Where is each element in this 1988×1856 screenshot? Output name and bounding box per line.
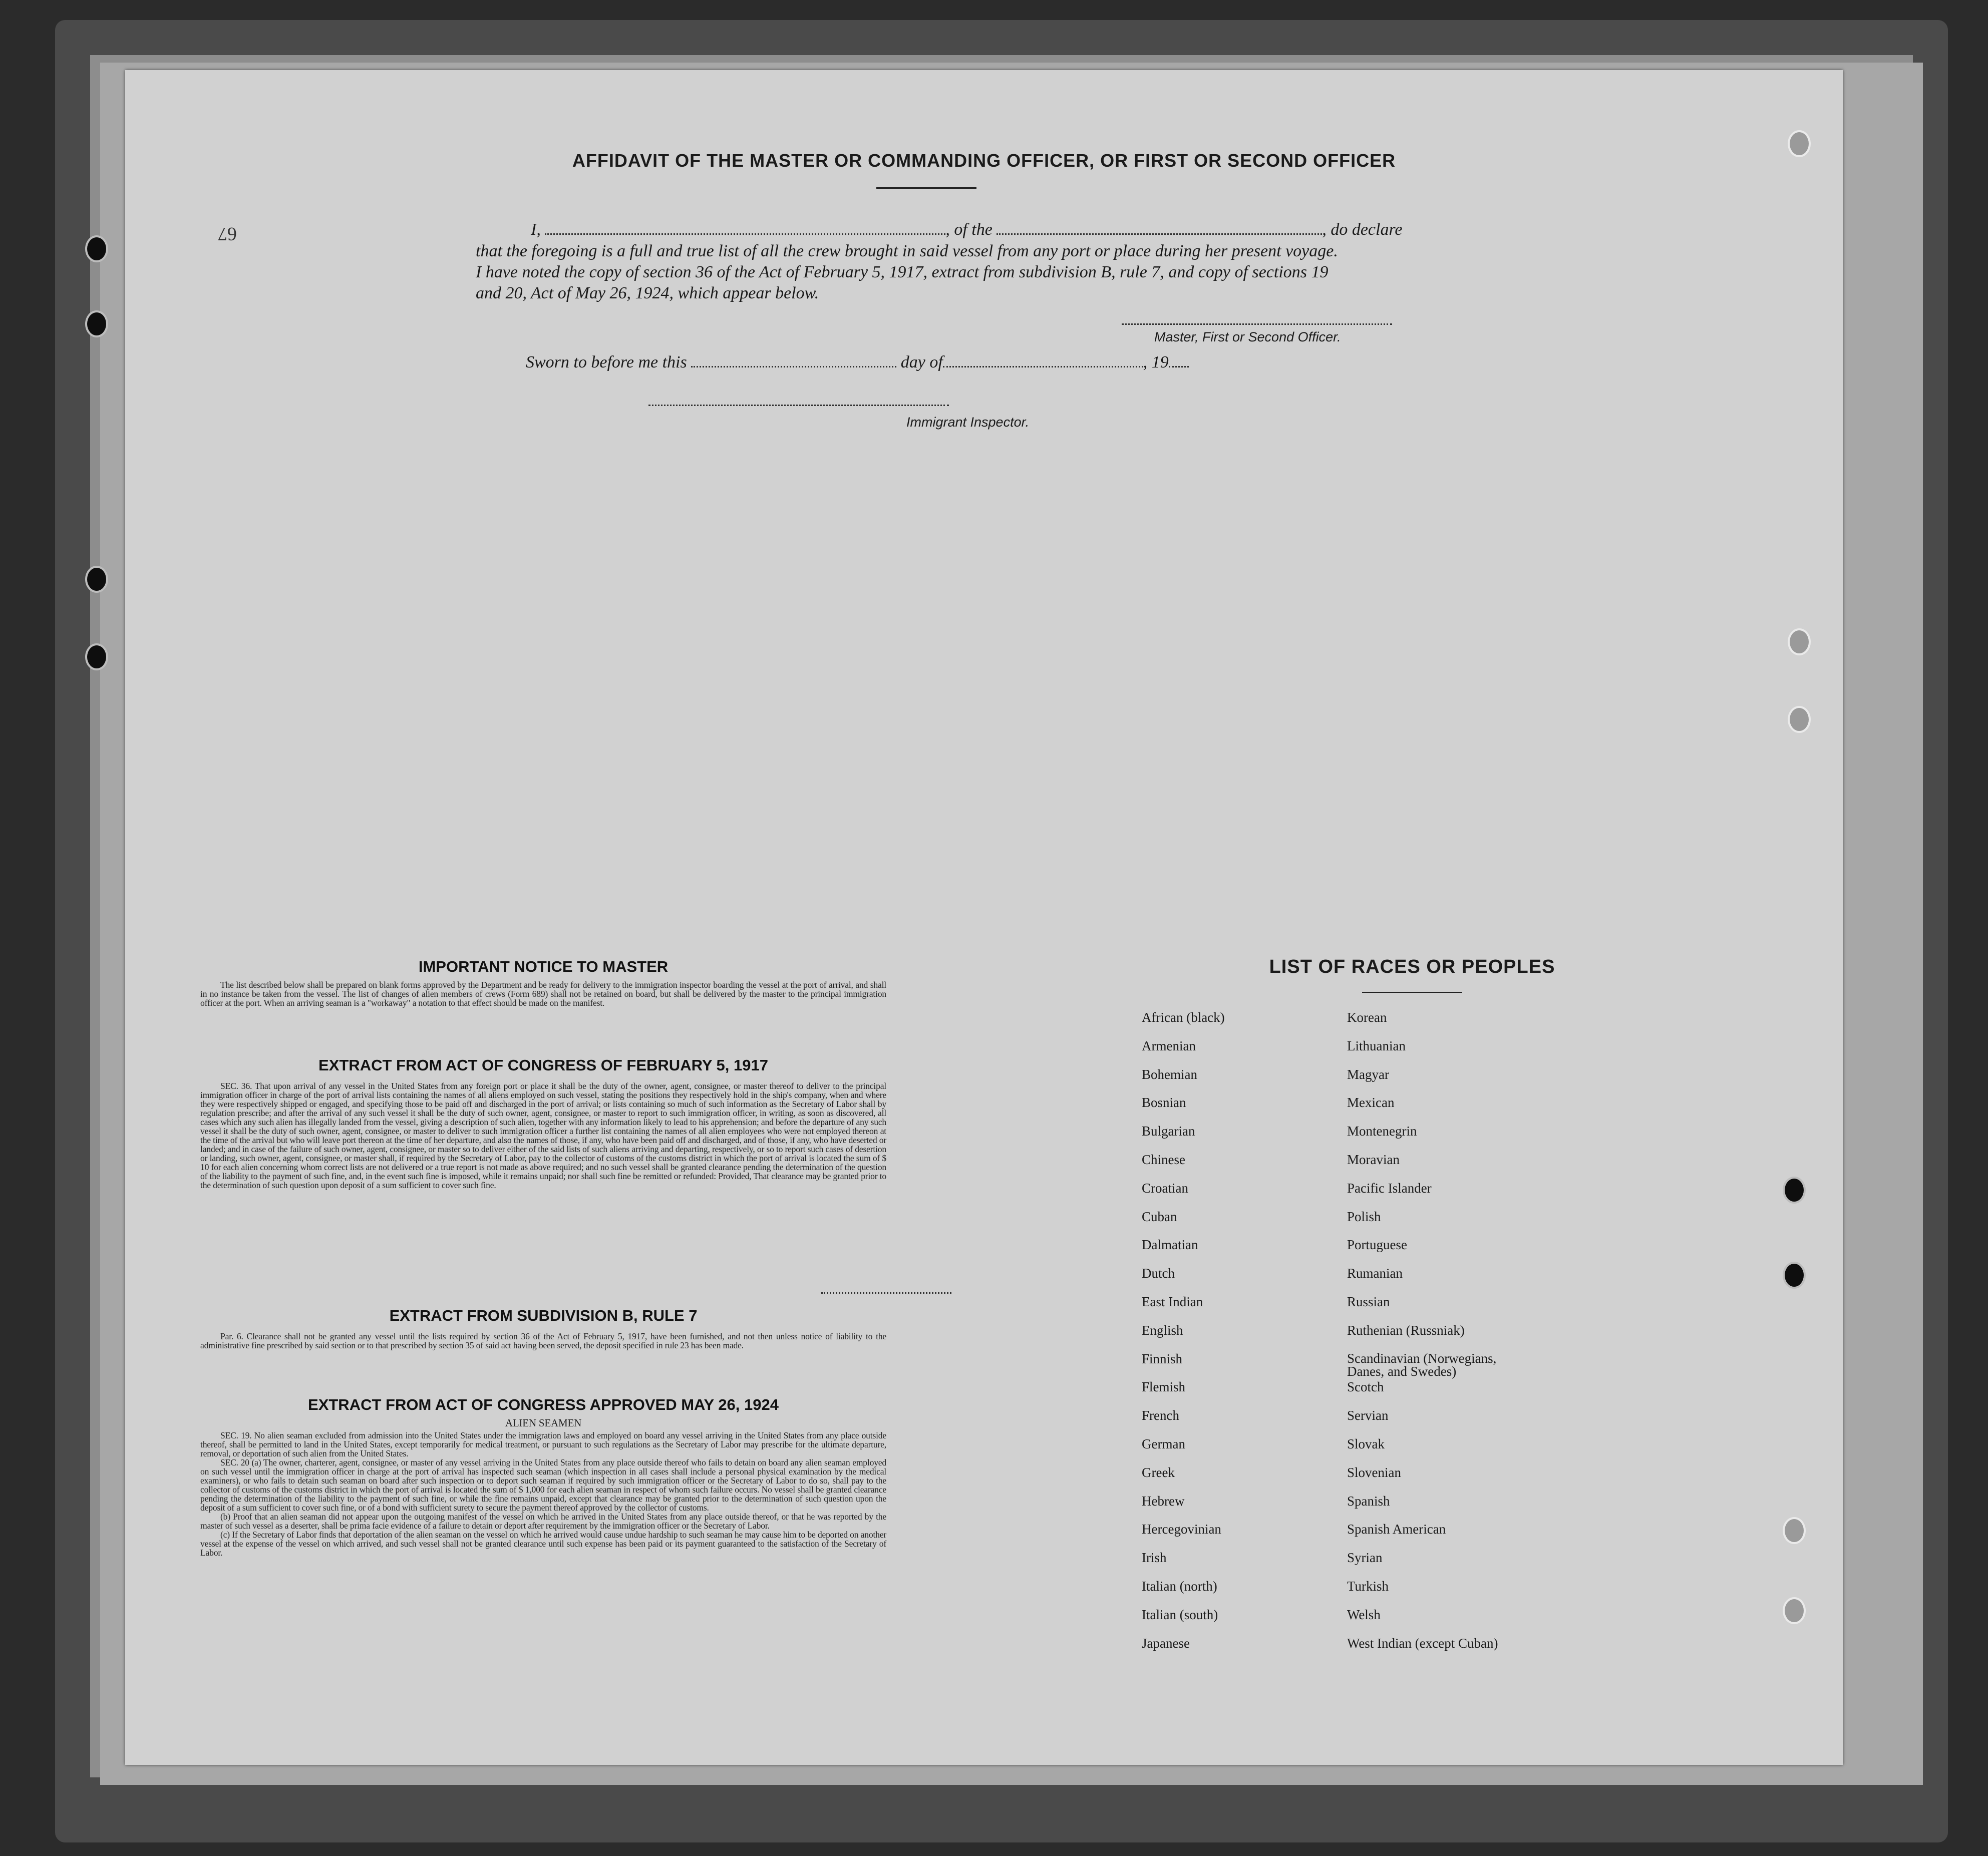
binder-hole [85, 643, 108, 670]
alien-seamen-subtitle: ALIEN SEAMEN [505, 1417, 582, 1429]
race-item: Spanish [1347, 1493, 1390, 1509]
race-item: West Indian (except Cuban) [1347, 1635, 1498, 1651]
race-item: Mexican [1347, 1095, 1395, 1110]
race-item: German [1142, 1436, 1185, 1451]
race-item: Spanish American [1347, 1522, 1446, 1537]
inspector-signature-field[interactable] [648, 404, 949, 406]
sworn-month-field[interactable] [943, 365, 1143, 367]
inspector-caption: Immigrant Inspector. [906, 415, 1030, 430]
divider-dots [821, 1292, 951, 1294]
binder-hole [1783, 1597, 1806, 1624]
binder-hole [1788, 706, 1811, 733]
binder-hole [85, 235, 108, 262]
race-item: Portuguese [1347, 1237, 1407, 1253]
section-20b-text: (b) Proof that an alien seaman did not appear upon the outgoing manifest of the vessel on which he arrived in the United States from any place outside thereof, or that he was reported by the master of such vessel as a deserter, shall be prima facie evidence of a failure to detain or deport after requirement by the immigration officer or the Secretary of Labor. [200, 1512, 886, 1531]
race-item: Chinese [1142, 1152, 1185, 1167]
binder-hole [1783, 1177, 1806, 1204]
act-1917-body [200, 1081, 886, 1190]
race-item: Dalmatian [1142, 1237, 1198, 1253]
race-item: Moravian [1347, 1152, 1400, 1167]
margin-note: 67 [218, 223, 237, 244]
form-page [125, 70, 1843, 1765]
race-item: French [1142, 1408, 1179, 1423]
race-item: Hebrew [1142, 1493, 1185, 1509]
races-right-column [1347, 1010, 1498, 1664]
races-left-column [1142, 1010, 1225, 1664]
binder-hole [85, 310, 108, 337]
race-item: Armenian [1142, 1038, 1196, 1053]
race-item: Dutch [1142, 1266, 1175, 1281]
race-item: Slovenian [1347, 1464, 1401, 1480]
section-19-text: SEC. 19. No alien seaman excluded from admission into the United States under the immigration laws and employed on board any vessel arriving in the United States from any place outside thereof, shall be permitted to land in the United States, except temporarily for medical treatment, or pursuant to such regulations as the Secretary of Labor may prescribe for the ultimate departure, removal, or deportation of such alien from the United States. [200, 1430, 886, 1458]
race-item: Croatian [1142, 1180, 1188, 1196]
race-item: Montenegrin [1347, 1124, 1417, 1139]
race-item: Scandinavian (Norwegians, Danes, and Swedes) [1347, 1350, 1497, 1379]
race-item: Irish [1142, 1550, 1167, 1566]
race-item: Russian [1347, 1294, 1390, 1309]
binder-hole [85, 566, 108, 593]
race-item: Magyar [1347, 1066, 1389, 1082]
race-item: East Indian [1142, 1294, 1203, 1309]
race-item: English [1142, 1322, 1183, 1338]
notice-paragraph: The list described below shall be prepared on blank forms approved by the Department and be ready for delivery to the immigration inspector boarding the vessel at the port of arrival, and shall in no instance be taken from the vessel. The list of changes of alien members of crews (Form 689) shall not be retained on board, but shall be delivered by the master to the principal immigration officer at the port. When an arriving seaman is a "workaway" a notation to that effect should be made on the manifest. [200, 980, 886, 1008]
race-item: Korean [1347, 1010, 1387, 1025]
race-item: Flemish [1142, 1379, 1186, 1395]
race-item: Slovak [1347, 1436, 1385, 1451]
binder-hole [1783, 1517, 1806, 1544]
race-item: Japanese [1142, 1635, 1190, 1651]
race-item: Italian (north) [1142, 1578, 1217, 1594]
race-item: African (black) [1142, 1010, 1225, 1025]
binder-hole [1788, 628, 1811, 655]
race-item: Polish [1347, 1209, 1381, 1224]
affidavit-line-4: and 20, Act of May 26, 1924, which appear below. [476, 284, 819, 302]
race-item: Lithuanian [1347, 1038, 1406, 1053]
sworn-day-of: day of [900, 353, 943, 372]
text-of-the: , of the [945, 220, 992, 239]
race-item: Scotch [1347, 1379, 1384, 1395]
races-title-underline [1362, 992, 1462, 993]
affidavit-line-2: that the foregoing is a full and true list of all the crew brought in said vessel from any port or place during her present voyage. [476, 242, 1338, 260]
races-title: LIST OF RACES OR PEOPLES [1269, 956, 1555, 977]
affidavit-line-3: I have noted the copy of section 36 of the Act of February 5, 1917, extract from subdivision B, rule 7, and copy of sections 19 [476, 263, 1329, 281]
paragraph-6-text: Par. 6. Clearance shall not be granted any vessel until the lists required by section 36 of the Act of February 5, 1917, have been furnished, and not then unless notice of liability to the administrative fine prescribed by said section or to that prescribed by section 35 of said act having been served, the deposit specified in rule 23 has been made. [200, 1331, 886, 1350]
notice-title: IMPORTANT NOTICE TO MASTER [418, 958, 669, 975]
race-item: Cuban [1142, 1209, 1177, 1224]
sworn-year: , 19 [1143, 353, 1169, 372]
race-item: Rumanian [1347, 1266, 1403, 1281]
race-item: Finnish [1142, 1351, 1183, 1366]
rule-7-title: EXTRACT FROM SUBDIVISION B, RULE 7 [389, 1307, 698, 1324]
race-item: Bulgarian [1142, 1124, 1195, 1139]
affidavit-title: AFFIDAVIT OF THE MASTER OR COMMANDING OFFICER, OR FIRST OR SECOND OFFICER [572, 150, 1396, 171]
race-item: Hercegovinian [1142, 1522, 1221, 1537]
vessel-name-field[interactable] [997, 233, 1322, 235]
text-i: I, [531, 220, 541, 239]
race-item: Syrian [1347, 1550, 1383, 1566]
section-20a-text: SEC. 20 (a) The owner, charterer, agent, consignee, or master of any vessel arriving in the United States from any place outside thereof who fails to detain on board any alien seaman employed on such vessel until the immigration officer in charge at the port of arrival has inspected such seaman (which inspection in all cases shall include a personal physical examination by the medical examiners), or who fails to detain such seaman on board after such inspection or to deport such seaman if required by such immigration officer or the Secretary of Labor to do so, shall pay to the collector of customs of the customs district in which the port of arrival is located the sum of $ 1,000 for each alien seaman in respect of whom such failure occurs. No vessel shall be granted clearance pending the determination of the liability to the payment of such fine, or while the fine remains unpaid, except that clearance may be granted prior to the determination of such question upon the deposit of a sum sufficient to cover such fine, or of a bond with sufficient surety to secure the payment thereof approved by the collector of customs. [200, 1457, 886, 1513]
race-item: Bohemian [1142, 1066, 1197, 1082]
race-item: Greek [1142, 1464, 1175, 1480]
section-36-text: SEC. 36. That upon arrival of any vessel in the United States from any foreign port or place it shall be the duty of the owner, agent, consignee, or master thereof to deliver to the principal immigration officer in charge of the port of arrival lists containing the names of all aliens employed on such vessel, stating the positions they respectively hold in the ship's company, when and where they were respectively shipped or engaged, and specifying those to be paid off and discharged in the port of arrival; or lists containing so much of such information as the Secretary of Labor shall by regulation prescribe; and after the arrival of any such vessel it shall be the duty of such owner, agent, consignee, or master to report to such immigration officer, in writing, as soon as discovered, all cases which any such alien has illegally landed from the vessel, giving a description of such alien, together with any information likely to lead to his apprehension; and before the departure of any such vessel it shall be the duty of such owner, agent, consignee, or master to deliver to such immigration officer a further list containing the names of all alien employees who were not employed thereon at the time of the arrival but who will leave port thereon at the time of her departure, and also the names of those, if any, who have been paid off and discharged, and of those, if any, who have deserted or landed; and in case of the failure of such owner, agent, consignee, or master so to deliver either of the said lists of such aliens arriving and departing, respectively, or so to report such cases of desertion or landing, such owner, agent, consignee, or master shall, if required by the Secretary of Labor, pay to the collector of customs of the customs district in which the port of arrival is located the sum of $ 10 for each alien concerning whom correct lists are not delivered or a true report is not made as above required; and no such vessel shall be granted clearance pending the determination of the question of the liability to the payment of such fine, and, in the event such fine is imposed, while it remains unpaid; nor shall such fine be remitted or refunded: Provided, That clearance may be granted prior to the determination of such question upon deposit of a sum sufficient to cover such fine. [200, 1081, 886, 1190]
race-item: Ruthenian (Russniak) [1347, 1322, 1465, 1338]
notice-body [200, 980, 886, 1007]
master-name-field[interactable] [545, 233, 945, 235]
officer-signature-field[interactable] [1122, 323, 1392, 325]
text-do-declare: , do declare [1322, 220, 1403, 239]
sworn-prefix: Sworn to before me this [526, 353, 687, 372]
sworn-year-field[interactable] [1169, 365, 1189, 367]
title-underline [876, 187, 976, 189]
race-item: Pacific Islander [1347, 1180, 1432, 1196]
binder-hole [1783, 1262, 1806, 1289]
race-item: Servian [1347, 1408, 1389, 1423]
sworn-day-field[interactable] [691, 365, 896, 367]
race-item: Bosnian [1142, 1095, 1186, 1110]
race-item: Turkish [1347, 1578, 1389, 1594]
affidavit-line-1 [531, 220, 1403, 239]
signature-caption: Master, First or Second Officer. [1154, 329, 1341, 344]
act-1924-title: EXTRACT FROM ACT OF CONGRESS APPROVED MAY 26, 1924 [308, 1396, 779, 1413]
act-1924-body [200, 1431, 886, 1557]
rule-7-body [200, 1332, 886, 1350]
race-item: Italian (south) [1142, 1607, 1218, 1622]
race-item: Welsh [1347, 1607, 1381, 1622]
act-1917-title: EXTRACT FROM ACT OF CONGRESS OF FEBRUARY 5, 1917 [318, 1056, 768, 1074]
sworn-line [526, 353, 1189, 372]
section-20c-text: (c) If the Secretary of Labor finds that deportation of the alien seaman on the vessel on which he arrived would cause undue hardship to such seaman he may cause him to be deported on another vessel at the expense of the vessel on which arrived, and such vessel shall not be granted clearance until such expense has been paid or its payment guaranteed to the satisfaction of the Secretary of Labor. [200, 1530, 886, 1558]
